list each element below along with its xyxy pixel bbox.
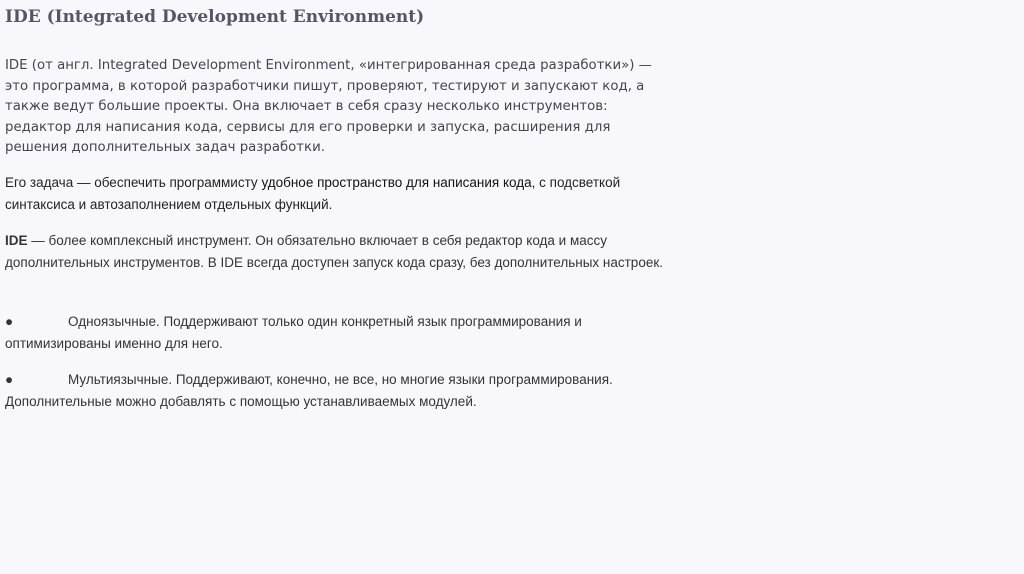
task-text-end: , с подсветкой синтаксиса и автозаполнением отдельных функций. — [5, 175, 621, 212]
bullet-item-monolingual — [5, 311, 665, 355]
bullet-text: Мультиязычные. Поддерживают, конечно, не все, но многие языки программирования. Дополнительные можно добавлять с помощью устанавливаемых модулей. — [5, 372, 613, 409]
ide-paragraph — [5, 230, 665, 274]
task-paragraph — [5, 172, 665, 216]
task-text-start: Его задача — обеспечить программисту — [5, 175, 262, 190]
ide-text: — более комплексный инструмент. Он обязательно включает в себя редактор кода и массу дополнительных инструментов. В IDE всегда доступен запуск кода сразу, без дополнительных настроек. — [5, 233, 663, 270]
bullet-text: Одноязычные. Поддерживают только один конкретный язык программирования и оптимизированы именно для него. — [5, 314, 582, 351]
bullet-icon: ● — [5, 314, 14, 329]
intro-paragraph: IDE (от англ. Integrated Development Environment, «интегрированная среда разработки») — это программа, в которой разработчики пишут, проверяют, тестируют и запускают код, а также ведут большие проекты. Она включает в себя сразу несколько инструментов: редактор для написания кода, сервисы для его проверки и запуска, расширения для решения дополнительных задач разработки. — [5, 58, 652, 155]
bullet-item-multilingual — [5, 369, 665, 413]
ide-bold-term: IDE — [5, 233, 28, 248]
task-text-highlight: удобное пространство для написания кода — [261, 175, 532, 190]
bullet-icon: ● — [5, 372, 14, 387]
slide-title: IDE (Integrated Development Environment) — [5, 7, 425, 27]
